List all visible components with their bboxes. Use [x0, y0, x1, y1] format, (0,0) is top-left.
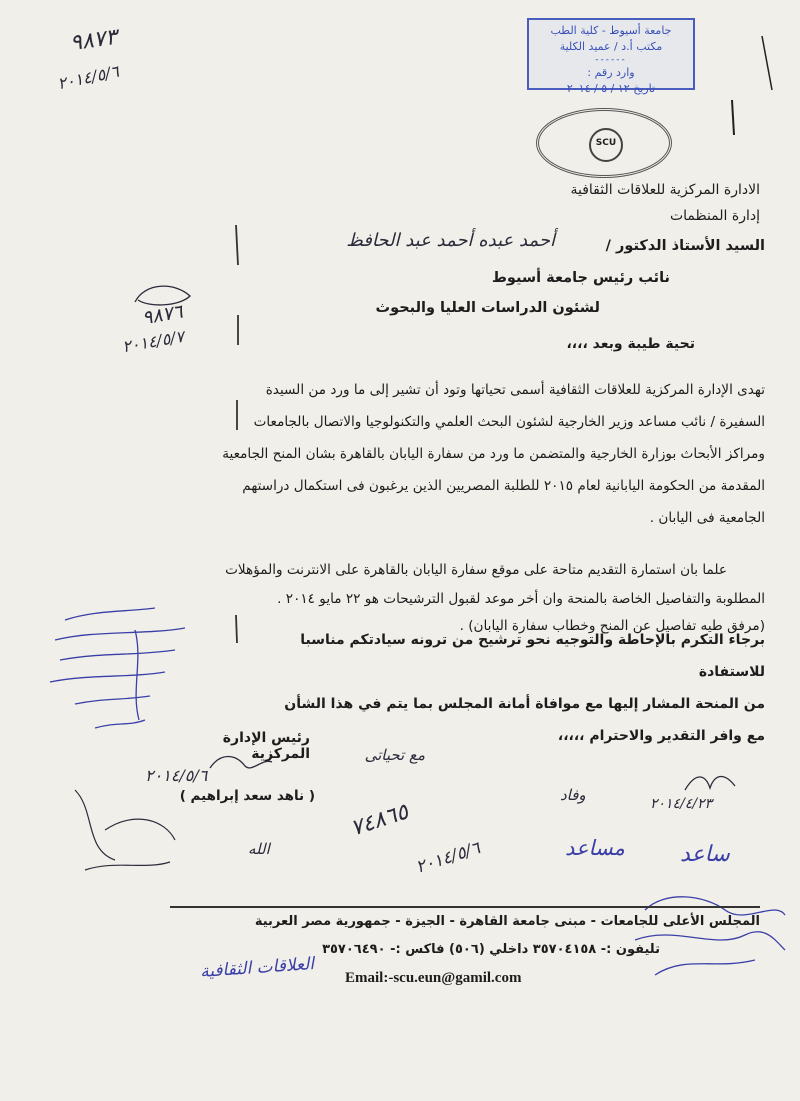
body-p1-line3: ومراكز الأبحاث بوزارة الخارجية والمتضمن ما ورد من سفارة اليابان بالقاهرة بشان المنح الجامعية: [222, 446, 765, 462]
center-handwritten-number: ٧٤٨٦٥: [347, 799, 412, 842]
council-seal: [536, 108, 672, 178]
footer-address: المجلس الأعلى للجامعات - مبنى جامعة القاهرة - الجيزة - جمهورية مصر العربية: [254, 914, 760, 929]
body-p1-line2: السفيرة / نائب مساعد وزير الخارجية لشئون البحث العلمي والتكنولوجيا والاتصال بالجامعات: [253, 414, 765, 430]
top-left-note-date: ٢٠١٤/٥/٦: [55, 61, 121, 94]
bottom-left-scrawl: [55, 770, 195, 890]
signature-scrawl: [200, 748, 280, 778]
body-p2-line2: المطلوبة والتفاصيل الخاصة بالمنحة وان أخر موعد لقبول الترشيحات هو ٢٢ مايو ٢٠١٤ .: [277, 591, 765, 607]
dept-organizations: إدارة المنظمات: [669, 208, 760, 224]
margin-marks: [720, 30, 780, 140]
dept-central-admin: الادارة المركزية للعلاقات الثقافية: [570, 182, 760, 198]
body-p1-line5: الجامعية فى اليابان .: [649, 510, 765, 526]
stamp-line3: وارد رقم :: [587, 66, 635, 79]
mid-left-note-date: ٢٠١٤/٥/٧: [120, 326, 186, 357]
bottom-right-blue-scrawl: [625, 880, 795, 990]
signature-hand-note: مع تحياتى: [364, 746, 425, 764]
body-p1-line1: تهدى الإدارة المركزية للعلاقات الثقافية أسمى تحياتها وتود أن تشير إلى ما ورد من السيدة: [265, 382, 765, 398]
request-line1: برجاء التكرم بالإحاطة والتوجيه نحو ترشيح من ترونه سيادتكم مناسبا للاستفادة: [300, 632, 765, 680]
body-p2-line3: (مرفق طيه تفاصيل عن المنح وخطاب سفارة اليابان) .: [459, 618, 765, 634]
right-top-sign: [680, 768, 740, 798]
signature-date-note: ٢٠١٤/٥/٦: [145, 766, 208, 785]
signature-name: ( ناهد سعد إبراهيم ): [179, 788, 315, 804]
body-p2-line1: علما بان استمارة التقديم متاحة على موقع سفارة اليابان بالقاهرة على الانترنت والمؤهلات: [225, 562, 727, 578]
center-handwritten-date: ٢٠١٤/٥/٦: [413, 838, 483, 878]
signature-title: رئيس الإدارة المركزية: [222, 730, 310, 762]
recipient-title-line1: نائب رئيس جامعة أسيوط: [491, 270, 670, 286]
stamp-dashes: ------: [595, 55, 627, 65]
footer-divider: [170, 906, 760, 908]
request-block: [240, 624, 765, 752]
seal-center-logo: SCU: [589, 128, 623, 162]
right-blue-sign: ساعد: [680, 842, 730, 867]
footer-phone: تليفون :- ٣٥٧٠٤١٥٨ داخلي (٥٠٦) فاكس :- ٣٥٧٠٦٤٩٠: [322, 942, 660, 957]
top-left-handwritten-note: [55, 20, 152, 94]
footer-email[interactable]: Email:-scu.eun@gamil.com: [345, 970, 522, 986]
mid-left-note-number: ٩٨٧٦: [140, 300, 185, 330]
right-date-note: ٢٠١٤/٤/٢٣: [650, 796, 713, 812]
request-line2: من المنحة المشار إليها مع موافاة أمانة المجلس بما يتم في هذا الشأن: [284, 696, 765, 712]
thaqafia-note: العلاقات الثقافية: [199, 954, 315, 982]
request-line3: مع وافر التقدير والاحترام ،،،،،: [557, 728, 765, 744]
allah-note: الله: [248, 840, 270, 858]
recipient-title-line2: لشئون الدراسات العليا والبحوث: [375, 300, 600, 316]
wafed-note: وفاد: [560, 786, 586, 804]
incoming-stamp: [527, 18, 695, 95]
salutation-label: السيد الأستاذ الدكتور /: [605, 238, 765, 254]
letter-body: [150, 374, 765, 640]
mid-left-handwritten-note: [120, 282, 240, 372]
body-p1-line4: المقدمة من الحكومة اليابانية لعام ٢٠١٥ للطلبة المصريين الذين يرغبون فى استكمال دراستهم: [242, 478, 765, 494]
right-blue-name: مساعد: [565, 836, 625, 860]
greeting: تحية طيبة وبعد ،،،،: [566, 336, 695, 352]
top-left-note-number: ٩٨٧٣: [68, 24, 119, 57]
stamp-line2: مكتب أ.د / عميد الكلية: [559, 40, 663, 53]
recipient-name-handwritten: أحمد عبده أحمد عبد الحافظ: [346, 230, 555, 251]
stamp-line1: جامعة أسيوط - كلية الطب: [550, 24, 672, 37]
stamp-line4: تاريخ ١٢ / ٥ / ٢٠١٤: [566, 82, 656, 95]
